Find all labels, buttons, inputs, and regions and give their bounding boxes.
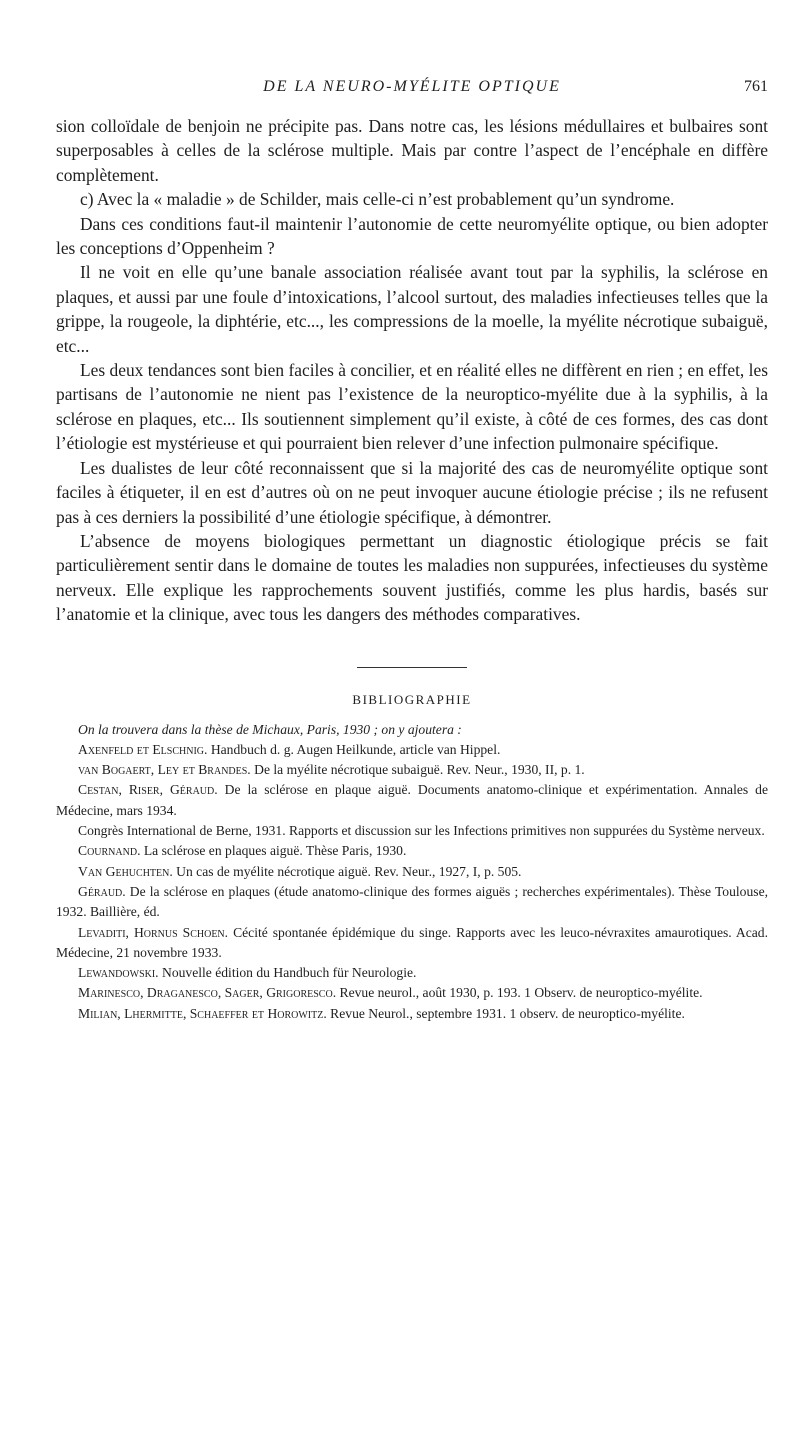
bibliography-entry (56, 780, 768, 821)
paragraph: Les deux tendances sont bien faciles à concilier, et en réalité elles ne diffèrent en rien ; en effet, les partisans de l’autonomie ne nient pas l’existence de la neuroptico-myélite due à la syphilis, à la sclérose en plaques, etc... Ils soutiennent simplement qu’il existe, à côté de ces formes, des cas dont l’étiologie est mystérieuse et qui pourraient bien relever d’une infection pulmonaire spécifique. (56, 360, 768, 454)
entry-text: Revue neurol., août 1930, p. 193. 1 Observ. de neuroptico-myélite. (339, 985, 703, 1001)
bibliography-intro: On la trouvera dans la thèse de Michaux, Paris, 1930 ; on y ajoutera : (78, 721, 462, 737)
paragraph: c) Avec la « maladie » de Schilder, mais celle-ci n’est probablement qu’un syndrome. (80, 189, 675, 210)
entry-text: De la myélite nécrotique subaiguë. Rev. Neur., 1930, II, p. 1. (254, 762, 585, 778)
entry-text: Nouvelle édition du Handbuch für Neurologie. (162, 965, 417, 981)
entry-text: De la sclérose en plaques (étude anatomo-clinique des formes aiguës ; recherches expérimentales). Thèse Toulouse, 1932. Baillière, éd. (56, 883, 768, 920)
entry-authors: Cestan, Riser, Géraud. (78, 782, 218, 798)
bibliography-entry (56, 882, 768, 923)
entry-text: Un cas de myélite nécrotique aiguë. Rev. Neur., 1927, I, p. 505. (176, 863, 522, 879)
entry-authors: Milian, Lhermitte, Schaeffer et Horowitz. (78, 1005, 327, 1021)
paragraph: Il ne voit en elle qu’une banale association réalisée avant tout par la syphilis, la sclérose en plaques, et aussi par une foule d’intoxications, l’alcool surtout, des maladies infectieuses telles que la grippe, la rougeole, la diphtérie, etc..., les compressions de la moelle, la myélite nécrotique subaiguë, etc... (56, 262, 768, 356)
bibliography-entry (56, 821, 768, 841)
entry-text: Congrès International de Berne, 1931. Rapports et discussion sur les Infections primitives non suppurées du Système nerveux. (78, 823, 765, 839)
bibliography (56, 720, 768, 1024)
bibliography-entry (56, 1004, 768, 1024)
running-title: DE LA NEURO-MYÉLITE OPTIQUE (263, 78, 561, 95)
bibliography-entry (56, 923, 768, 964)
entry-text: Cécité spontanée épidémique du singe. Rapports avec les leuco-névraxites amaurotiques. Acad. Médecine, 21 novembre 1933. (56, 924, 768, 960)
entry-authors: Lewandowski. (78, 965, 159, 981)
page-number: 761 (744, 78, 768, 95)
document-page (56, 0, 768, 1024)
entry-authors: Levaditi, Hornus Schoen. (78, 924, 229, 940)
entry-text: Handbuch d. g. Augen Heilkunde, article van Hippel. (210, 741, 501, 757)
entry-authors: Cournand. (78, 843, 141, 859)
entry-authors: Géraud. (78, 883, 126, 899)
page-header (56, 72, 768, 102)
bibliography-entry (56, 963, 768, 983)
bibliography-entry (56, 841, 768, 861)
entry-authors: Axenfeld et Elschnig. (78, 741, 208, 757)
entry-authors: Marinesco, Draganesco, Sager, Grigoresco. (78, 985, 337, 1001)
bibliography-title: BIBLIOGRAPHIE (352, 691, 472, 707)
body-text (56, 114, 768, 627)
entry-text: Revue Neurol., septembre 1931. 1 observ. de neuroptico-myélite. (330, 1005, 685, 1021)
paragraph: Dans ces conditions faut-il maintenir l’autonomie de cette neuromyélite optique, ou bien adopter les conceptions d’Oppenheim ? (56, 213, 768, 259)
bibliography-entry (56, 983, 768, 1003)
paragraph: sion colloïdale de benjoin ne précipite pas. Dans notre cas, les lésions médullaires et bulbaires sont superposables à celles de la sclérose multiple. Mais par contre l’aspect de l’encéphale en diffère complètement. (56, 116, 768, 185)
bibliography-entry (56, 862, 768, 882)
paragraph: L’absence de moyens biologiques permettant un diagnostic étiologique précis se fait particulièrement sentir dans le domaine de toutes les maladies non suppurées, infectieuses du système nerveux. Elle explique les rapprochements souvent justifiés, comme les plus hardis, basés sur l’anatomie et la clinique, avec tous les dangers des méthodes comparatives. (56, 530, 768, 625)
bibliography-entry (56, 740, 768, 760)
section-divider (357, 667, 467, 668)
entry-text: La sclérose en plaques aiguë. Thèse Paris, 1930. (143, 843, 407, 859)
entry-authors: van Bogaert, Ley et Brandes. (78, 762, 251, 778)
entry-text: De la sclérose en plaque aiguë. Documents anatomo-clinique et expérimentation. Annales de Médecine, mars 1934. (56, 782, 768, 818)
paragraph: Les dualistes de leur côté reconnaissent que si la majorité des cas de neuromyélite optique sont faciles à étiqueter, il en est d’autres où on ne peut invoquer aucune étiologie précise ; ils ne refusent pas à ces derniers la possibilité d’une étiologie spécifique, à démontrer. (56, 457, 768, 527)
entry-authors: Van Gehuchten. (78, 863, 173, 879)
bibliography-entry (56, 760, 768, 780)
